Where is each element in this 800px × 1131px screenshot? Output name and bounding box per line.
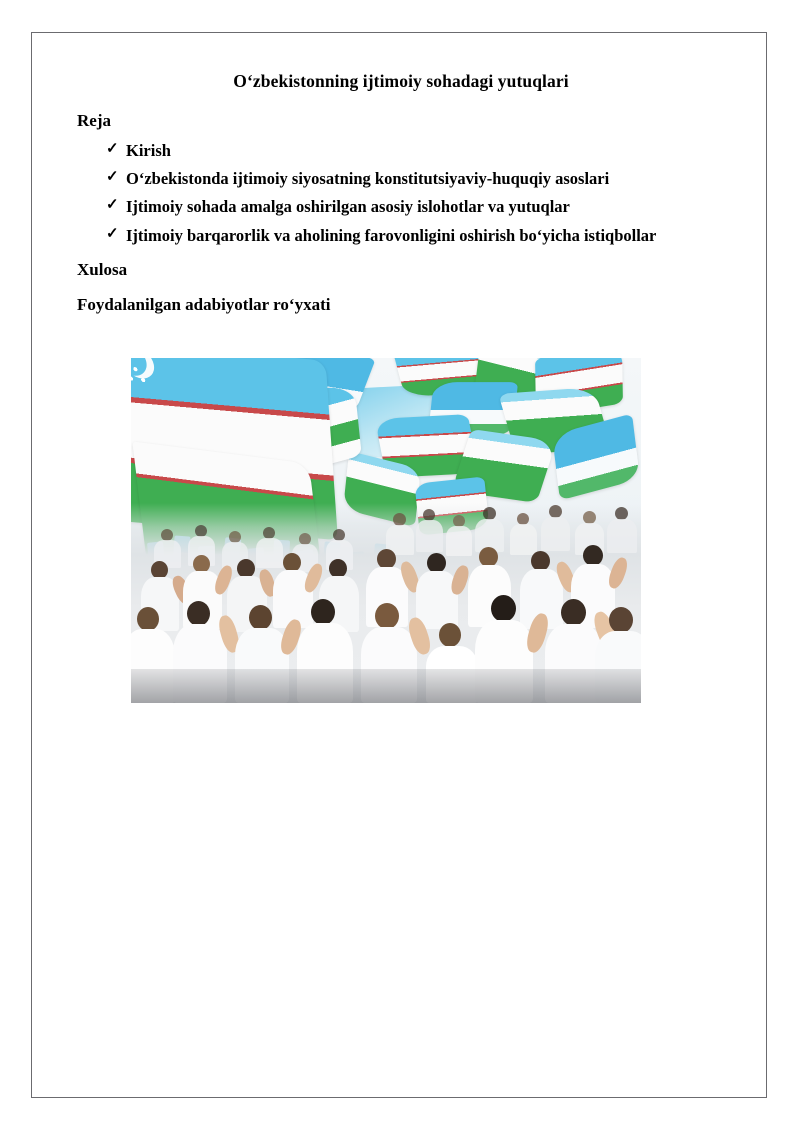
list-item-label: Kirish — [126, 140, 171, 160]
conclusion-heading: Xulosa — [77, 259, 128, 279]
page-title: O‘zbekistonning ijtimoiy sohadagi yutuqlari — [233, 71, 569, 91]
list-item-label: O‘zbekistonda ijtimoiy siyosatning konstitutsiyaviy-huquqiy asoslari — [126, 169, 610, 189]
list-item — [77, 165, 743, 192]
page-frame — [31, 32, 767, 1098]
list-item — [77, 193, 743, 220]
bibliography-heading: Foydalanilgan adabiyotlar ro‘yxati — [77, 294, 331, 314]
checkmark-icon: ✓ — [106, 197, 119, 214]
crowd-rows — [131, 503, 641, 703]
document-body — [77, 71, 743, 703]
stars-icon — [131, 361, 174, 394]
illustration-figure — [131, 358, 641, 703]
crowd-lower-band — [131, 669, 641, 703]
crowd — [131, 503, 641, 703]
list-item — [77, 222, 743, 249]
list-item-label: Ijtimoiy barqarorlik va aholining farovonligini oshirish bo‘yicha istiqbollar — [126, 225, 657, 245]
plan-list — [77, 137, 743, 249]
list-item-label: Ijtimoiy sohada amalga oshirilgan asosiy islohotlar va yutuqlar — [126, 197, 570, 217]
crowd-with-uzbekistan-flags-photo — [131, 358, 641, 703]
list-item — [77, 137, 743, 164]
checkmark-icon: ✓ — [106, 169, 119, 186]
plan-heading: Reja — [77, 110, 111, 130]
checkmark-icon: ✓ — [106, 140, 119, 157]
checkmark-icon: ✓ — [106, 225, 119, 242]
